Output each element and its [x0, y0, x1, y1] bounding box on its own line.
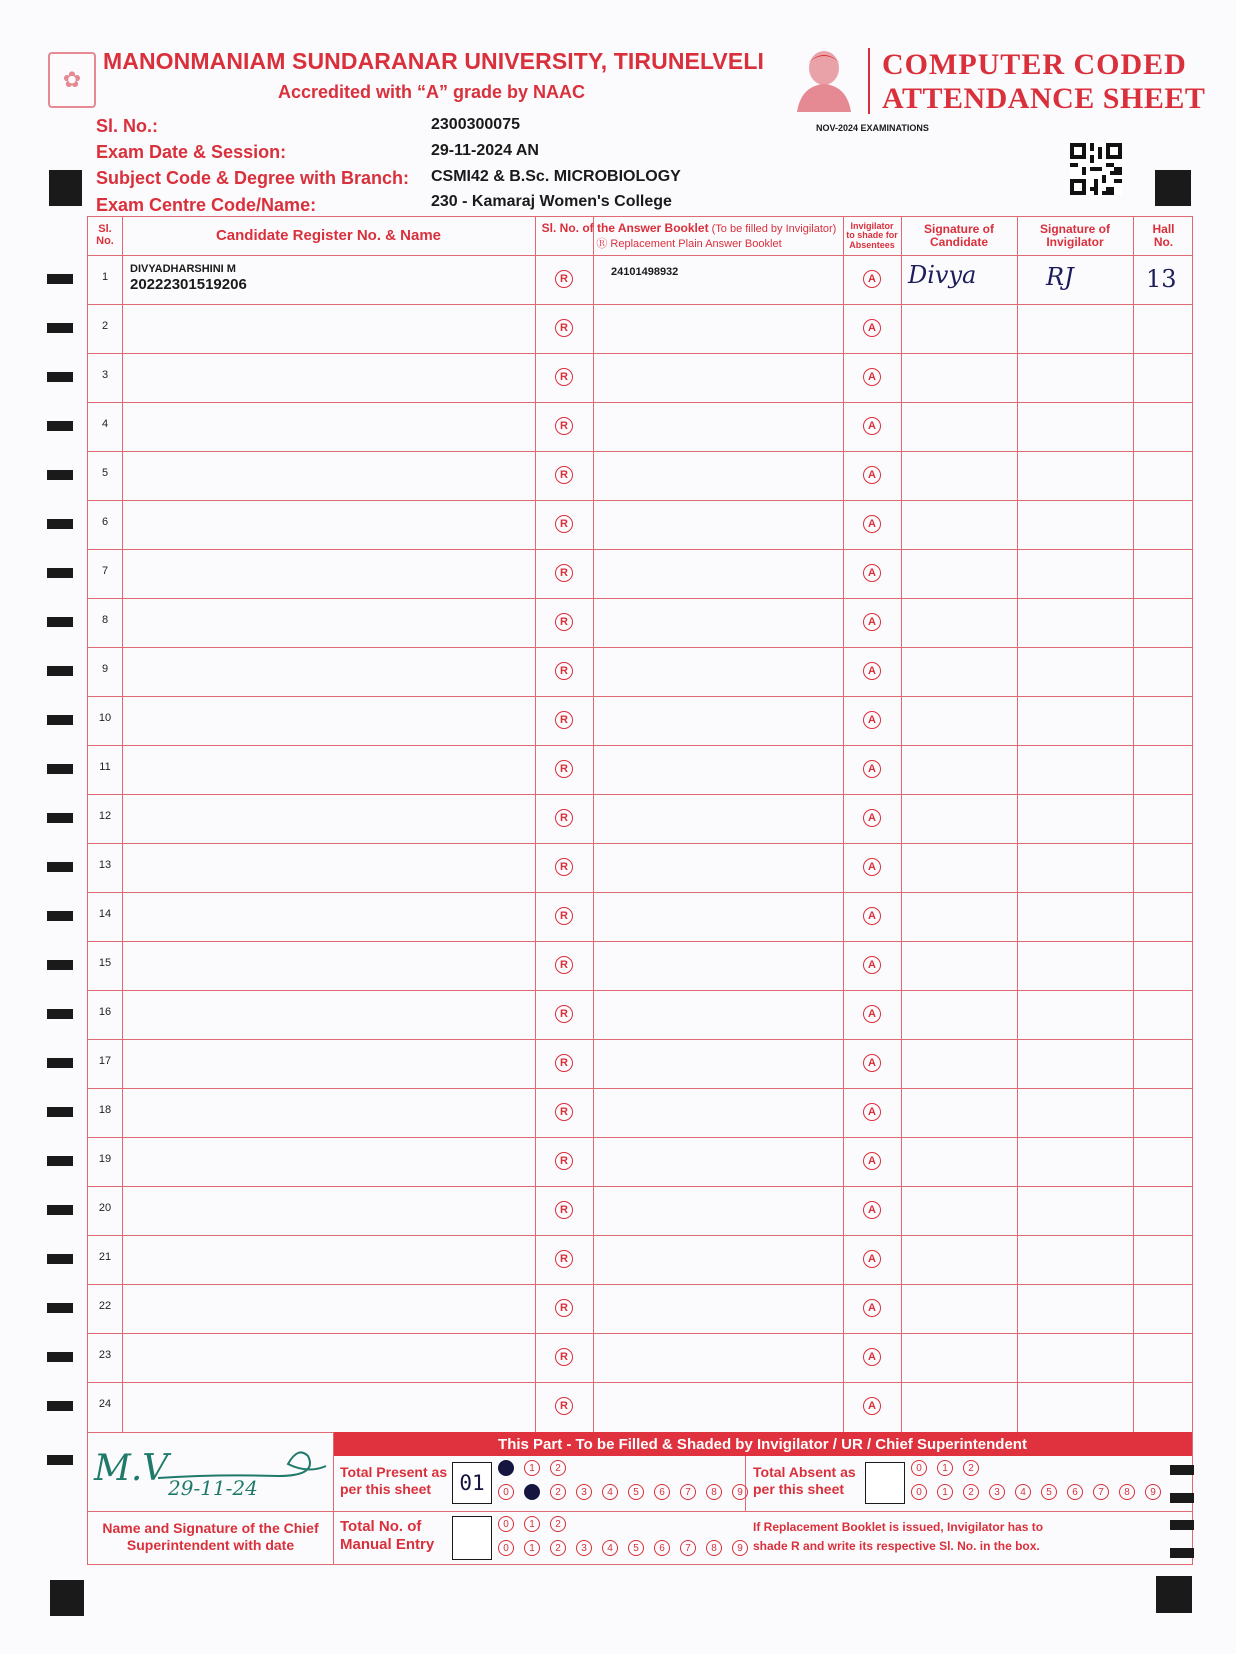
digit-bubble[interactable]: 4 [602, 1540, 618, 1556]
exam-date-label: Exam Date & Session: [96, 142, 287, 162]
table-row [88, 843, 1192, 892]
replacement-bubble[interactable]: R [555, 270, 573, 288]
absentee-bubble[interactable]: A [863, 858, 881, 876]
table-row [88, 451, 1192, 500]
row-number: 22 [98, 1300, 112, 1312]
replacement-bubble[interactable]: R [555, 1054, 573, 1072]
chief-label: Name and Signature of the Chief Superintendent with date [102, 1520, 319, 1553]
timing-mark [47, 1156, 73, 1166]
absentee-bubble[interactable]: A [863, 1250, 881, 1268]
col-booklet-main: Sl. No. of the Answer Booklet [541, 220, 709, 235]
replacement-bubble[interactable]: R [555, 1201, 573, 1219]
timing-mark [47, 470, 73, 480]
col-booklet-note: (To be filled by Invigilator) [708, 222, 837, 235]
row-number: 4 [101, 418, 109, 430]
digit-bubble[interactable]: 0 [498, 1516, 514, 1532]
table-row [88, 745, 1192, 794]
timing-mark [1170, 1520, 1194, 1530]
university-crest-icon: ✿ [48, 52, 96, 108]
present-box: 01 [452, 1462, 492, 1504]
digit-bubble[interactable]: 3 [989, 1484, 1005, 1500]
manual-label: Total No. of Manual Entry [340, 1518, 435, 1553]
centre-label: Exam Centre Code/Name: [96, 195, 317, 215]
replacement-bubble[interactable]: R [555, 662, 573, 680]
sl-no-value: 2300300075 [431, 116, 520, 133]
table-row [88, 990, 1192, 1039]
digit-bubble[interactable]: 5 [628, 1540, 644, 1556]
register-number: 20222301519206 [130, 276, 247, 293]
table-row [88, 1284, 1192, 1333]
sheet-title-line2: ATTENDANCE SHEET [882, 82, 1206, 115]
header-divider [868, 48, 870, 114]
absentee-bubble[interactable]: A [863, 270, 881, 288]
absentee-bubble[interactable]: A [863, 1201, 881, 1219]
candidate-signature: Divya [908, 261, 977, 289]
absent-box[interactable] [865, 1462, 905, 1504]
row-number: 23 [98, 1349, 112, 1361]
digit-bubble[interactable]: 2 [550, 1484, 566, 1500]
absentee-bubble[interactable]: A [863, 809, 881, 827]
row-number: 3 [101, 369, 109, 381]
digit-bubble[interactable]: 5 [1041, 1484, 1057, 1500]
digit-bubble[interactable]: 6 [654, 1484, 670, 1500]
table-row [88, 598, 1192, 647]
table-row [88, 1333, 1192, 1382]
timing-mark [1170, 1493, 1194, 1503]
exam-tag: NOV-2024 EXAMINATIONS [816, 123, 929, 133]
replacement-bubble[interactable]: R [555, 1299, 573, 1317]
absentee-bubble[interactable]: A [863, 466, 881, 484]
timing-mark [47, 1254, 73, 1264]
attendance-table [87, 216, 1193, 1433]
replacement-bubble[interactable]: R [555, 858, 573, 876]
digit-bubble[interactable]: 5 [628, 1484, 644, 1500]
subject-value: CSMI42 & B.Sc. MICROBIOLOGY [431, 168, 681, 185]
absentee-bubble[interactable]: A [863, 1348, 881, 1366]
row-number: 17 [98, 1055, 112, 1067]
col-hall-header: Hall No. [1152, 222, 1175, 249]
digit-bubble[interactable]: 0 [498, 1540, 514, 1556]
digit-bubble[interactable]: 2 [550, 1516, 566, 1532]
table-row [88, 1235, 1192, 1284]
table-row [88, 353, 1192, 402]
digit-bubble[interactable]: 1 [937, 1484, 953, 1500]
digit-bubble[interactable]: 9 [732, 1540, 748, 1556]
row-number: 20 [98, 1202, 112, 1214]
absentee-bubble[interactable]: A [863, 956, 881, 974]
digit-bubble[interactable]: 8 [706, 1540, 722, 1556]
qr-code-icon [1070, 143, 1122, 195]
replacement-bubble[interactable]: R [555, 760, 573, 778]
timing-mark [47, 960, 73, 970]
row-number: 5 [101, 467, 109, 479]
manual-box[interactable] [452, 1516, 492, 1560]
sheet-title-line1: COMPUTER CODED [882, 48, 1187, 81]
row-number: 9 [101, 663, 109, 675]
timing-mark [47, 1205, 73, 1215]
timing-mark [47, 1303, 73, 1313]
replacement-bubble[interactable]: R [555, 515, 573, 533]
replacement-bubble[interactable]: R [555, 1103, 573, 1121]
hall-number: 13 [1146, 265, 1177, 293]
row-number: 12 [98, 810, 112, 822]
footer-band: This Part - To be Filled & Shaded by Invigilator / UR / Chief Superintendent [333, 1432, 1192, 1456]
table-row [88, 1088, 1192, 1137]
timing-mark [47, 1009, 73, 1019]
digit-bubble[interactable] [524, 1484, 540, 1500]
digit-bubble[interactable]: 0 [911, 1484, 927, 1500]
row-number: 19 [98, 1153, 112, 1165]
timing-mark [47, 715, 73, 725]
absentee-bubble[interactable]: A [863, 564, 881, 582]
replacement-bubble[interactable]: R [555, 1397, 573, 1415]
digit-bubble[interactable]: 0 [498, 1484, 514, 1500]
chief-date: 29-11-24 [168, 1476, 258, 1500]
col-sig-candidate-header: Signature of Candidate [923, 222, 994, 249]
timing-mark [47, 813, 73, 823]
replacement-bubble[interactable]: R [555, 368, 573, 386]
booklet-number: 24101498932 [611, 266, 679, 278]
timing-mark [47, 911, 73, 921]
digit-bubble[interactable]: 2 [550, 1540, 566, 1556]
digit-bubble[interactable]: 3 [576, 1484, 592, 1500]
timing-mark [1170, 1548, 1194, 1558]
timing-mark [47, 372, 73, 382]
table-row [88, 255, 1192, 304]
digit-bubble[interactable]: 2 [963, 1484, 979, 1500]
timing-mark [1170, 1465, 1194, 1475]
replacement-bubble[interactable]: R [555, 809, 573, 827]
table-row [88, 941, 1192, 990]
candidate-name: DIVYADHARSHINI M [130, 263, 236, 275]
centre-value: 230 - Kamaraj Women's College [431, 193, 672, 210]
timing-mark [47, 1455, 73, 1465]
absentee-bubble[interactable]: A [863, 1152, 881, 1170]
table-row [88, 500, 1192, 549]
digit-bubble[interactable]: 7 [1093, 1484, 1109, 1500]
absentee-bubble[interactable]: A [863, 1397, 881, 1415]
absentee-bubble[interactable]: A [863, 368, 881, 386]
invigilator-signature: RJ [1046, 263, 1074, 291]
replacement-bubble[interactable]: R [555, 956, 573, 974]
alignment-mark [1156, 1576, 1192, 1613]
table-row [88, 304, 1192, 353]
chief-signature: M.V [94, 1448, 169, 1489]
sl-no-label: Sl. No.: [96, 116, 158, 136]
subject-label: Subject Code & Degree with Branch: [96, 168, 410, 188]
absentee-bubble[interactable]: A [863, 711, 881, 729]
row-number: 6 [101, 516, 109, 528]
row-number: 11 [99, 761, 111, 773]
row-number: 18 [98, 1104, 112, 1116]
row-number: 13 [98, 859, 112, 871]
timing-mark [47, 1107, 73, 1117]
col-invig-shade-header: Invigilator to shade for Absentees [846, 220, 898, 250]
accreditation: Accredited with “A” grade by NAAC [278, 82, 586, 102]
replacement-bubble[interactable]: R [555, 1348, 573, 1366]
digit-bubble[interactable]: 7 [680, 1484, 696, 1500]
row-number: 1 [101, 271, 109, 283]
timing-mark [47, 323, 73, 333]
absentee-bubble[interactable]: A [863, 1054, 881, 1072]
table-row [88, 1137, 1192, 1186]
replacement-bubble[interactable]: R [555, 1250, 573, 1268]
alignment-mark [50, 1580, 84, 1616]
digit-bubble[interactable]: 1 [524, 1516, 540, 1532]
absentee-bubble[interactable]: A [863, 1103, 881, 1121]
table-row [88, 647, 1192, 696]
replacement-bubble[interactable]: R [555, 417, 573, 435]
alignment-mark [49, 170, 82, 206]
row-number: 7 [101, 565, 109, 577]
absentee-bubble[interactable]: A [863, 1005, 881, 1023]
timing-mark [47, 862, 73, 872]
present-label: Total Present as per this sheet [340, 1464, 448, 1497]
digit-bubble[interactable]: 1 [524, 1460, 540, 1476]
row-number: 8 [101, 614, 109, 626]
timing-mark [47, 1058, 73, 1068]
replacement-bubble[interactable]: R [555, 466, 573, 484]
timing-mark [47, 274, 73, 284]
absentee-bubble[interactable]: A [863, 662, 881, 680]
digit-bubble[interactable]: 1 [937, 1460, 953, 1476]
table-row [88, 794, 1192, 843]
col-booklet-header: Sl. No. of the Answer Booklet (To be filled by Invigilator) Ⓡ Replacement Plain Answer Booklet [541, 220, 837, 250]
footer-section [87, 1432, 1193, 1565]
row-number: 16 [98, 1006, 112, 1018]
row-number: 2 [101, 320, 109, 332]
digit-bubble[interactable]: 4 [602, 1484, 618, 1500]
replacement-note: If Replacement Booklet is issued, Invigilator has to shade R and write its respective Sl. No. in the box. [753, 1520, 1044, 1553]
digit-bubble[interactable]: 3 [576, 1540, 592, 1556]
digit-bubble[interactable]: 2 [963, 1460, 979, 1476]
col-booklet-sub: Replacement Plain Answer Booklet [610, 237, 782, 250]
timing-mark [47, 666, 73, 676]
replacement-bubble[interactable]: R [555, 319, 573, 337]
absentee-bubble[interactable]: A [863, 907, 881, 925]
absentee-bubble[interactable]: A [863, 417, 881, 435]
row-number: 14 [98, 908, 112, 920]
timing-mark [47, 519, 73, 529]
row-number: 15 [98, 957, 112, 969]
replacement-bubble[interactable]: R [555, 907, 573, 925]
col-sl-header: Sl. No. [96, 223, 114, 247]
col-sig-invigilator-header: Signature of Invigilator [1039, 222, 1110, 249]
digit-bubble[interactable]: 1 [524, 1540, 540, 1556]
table-row [88, 1382, 1192, 1431]
exam-date-value: 29-11-2024 AN [431, 142, 539, 159]
row-number: 24 [98, 1398, 112, 1410]
digit-bubble[interactable]: 9 [1145, 1484, 1161, 1500]
digit-bubble[interactable] [498, 1460, 514, 1476]
row-number: 21 [98, 1251, 112, 1263]
alignment-mark [1155, 170, 1191, 206]
absentee-bubble[interactable]: A [863, 515, 881, 533]
absentee-bubble[interactable]: A [863, 613, 881, 631]
absentee-bubble[interactable]: A [863, 1299, 881, 1317]
row-number: 10 [98, 712, 112, 724]
founder-portrait-icon [793, 46, 855, 112]
replacement-bubble[interactable]: R [555, 613, 573, 631]
university-name: MANONMANIAM SUNDARANAR UNIVERSITY, TIRUNELVELI [103, 48, 764, 74]
replacement-bubble[interactable]: R [555, 1152, 573, 1170]
digit-bubble[interactable]: 6 [1067, 1484, 1083, 1500]
timing-mark [47, 1401, 73, 1411]
table-row [88, 402, 1192, 451]
absentee-bubble[interactable]: A [863, 760, 881, 778]
digit-bubble[interactable]: 2 [550, 1460, 566, 1476]
digit-bubble[interactable]: 9 [732, 1484, 748, 1500]
digit-bubble[interactable]: 6 [654, 1540, 670, 1556]
timing-mark [47, 617, 73, 627]
timing-mark [47, 568, 73, 578]
table-row [88, 892, 1192, 941]
table-row [88, 1039, 1192, 1088]
digit-bubble[interactable]: 4 [1015, 1484, 1031, 1500]
digit-bubble[interactable]: 0 [911, 1460, 927, 1476]
digit-bubble[interactable]: 7 [680, 1540, 696, 1556]
timing-mark [47, 764, 73, 774]
replacement-bubble[interactable]: R [555, 711, 573, 729]
timing-mark [47, 421, 73, 431]
table-row [88, 549, 1192, 598]
absentee-bubble[interactable]: A [863, 319, 881, 337]
timing-mark [47, 1352, 73, 1362]
digit-bubble[interactable]: 8 [1119, 1484, 1135, 1500]
col-candidate-header: Candidate Register No. & Name [215, 227, 442, 245]
replacement-bubble[interactable]: R [555, 1005, 573, 1023]
replacement-bubble[interactable]: R [555, 564, 573, 582]
table-row [88, 696, 1192, 745]
digit-bubble[interactable]: 8 [706, 1484, 722, 1500]
absent-label: Total Absent as per this sheet [753, 1464, 856, 1497]
table-row [88, 1186, 1192, 1235]
